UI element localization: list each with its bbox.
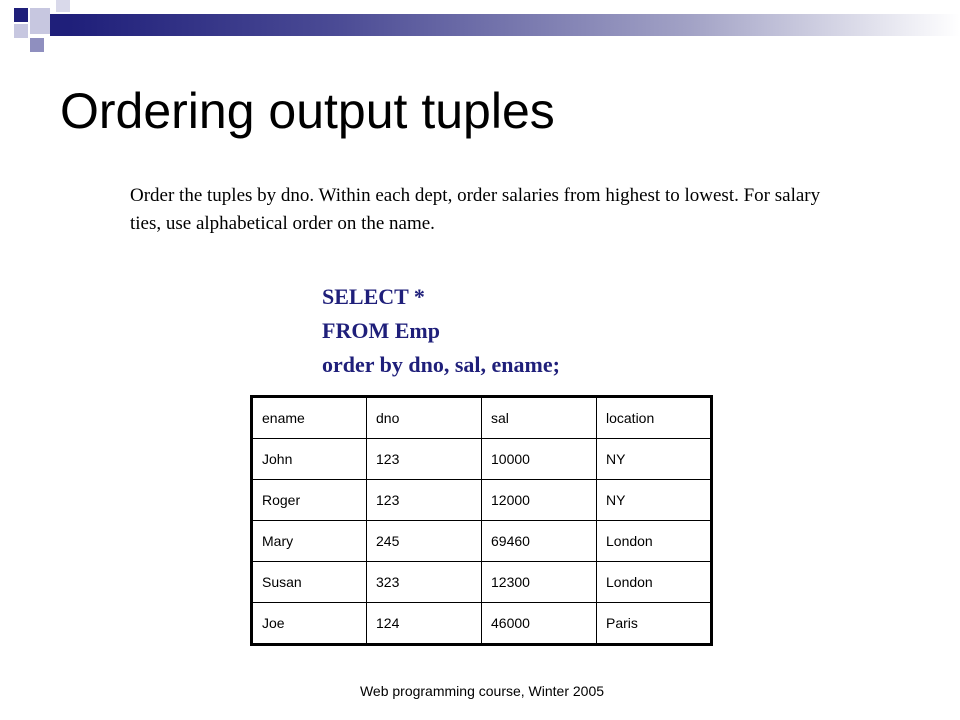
header-cell: ename	[252, 397, 367, 439]
table-cell: Susan	[252, 562, 367, 603]
slide-description: Order the tuples by dno. Within each dept, order salaries from highest to lowest. For salary ties, use alphabetical order on the name.	[130, 185, 821, 234]
corner-square-6	[56, 0, 70, 12]
table-cell: Roger	[252, 480, 367, 521]
table-cell: 12000	[482, 480, 597, 521]
header-cell: location	[597, 397, 712, 439]
table-cell: 245	[367, 521, 482, 562]
table-cell: Paris	[597, 603, 712, 645]
corner-square-2	[30, 8, 50, 34]
header-cell: dno	[367, 397, 482, 439]
table-header-row	[252, 397, 712, 439]
table-row	[252, 521, 712, 562]
table-cell: NY	[597, 480, 712, 521]
corner-square-3	[50, 14, 70, 36]
header-cell: sal	[482, 397, 597, 439]
table-row	[252, 603, 712, 645]
table-row	[252, 439, 712, 480]
table-cell: John	[252, 439, 367, 480]
table-cell: Joe	[252, 603, 367, 645]
sql-line-select: SELECT *	[322, 284, 425, 309]
table-cell: 123	[367, 480, 482, 521]
slide-title: Ordering output tuples	[60, 83, 555, 139]
sql-line-from: FROM Emp	[322, 318, 440, 343]
table-cell: 10000	[482, 439, 597, 480]
table-cell: 12300	[482, 562, 597, 603]
table-cell: London	[597, 562, 712, 603]
sql-line-order: order by dno, sal, ename;	[322, 352, 560, 377]
table-row	[252, 562, 712, 603]
emp-table	[250, 395, 713, 646]
sql-query	[322, 280, 560, 382]
header-bar	[70, 14, 960, 36]
table-cell: London	[597, 521, 712, 562]
slide-footer	[0, 683, 960, 699]
footer-text: Web programming course, Winter 2005	[359, 683, 605, 699]
table-cell: 323	[367, 562, 482, 603]
table-row	[252, 480, 712, 521]
table-cell: NY	[597, 439, 712, 480]
corner-square-1	[14, 8, 28, 22]
table-cell: Mary	[252, 521, 367, 562]
table-cell: 69460	[482, 521, 597, 562]
table-cell: 124	[367, 603, 482, 645]
table-cell: 46000	[482, 603, 597, 645]
corner-square-4	[14, 24, 28, 38]
corner-square-5	[30, 38, 44, 52]
table-cell: 123	[367, 439, 482, 480]
